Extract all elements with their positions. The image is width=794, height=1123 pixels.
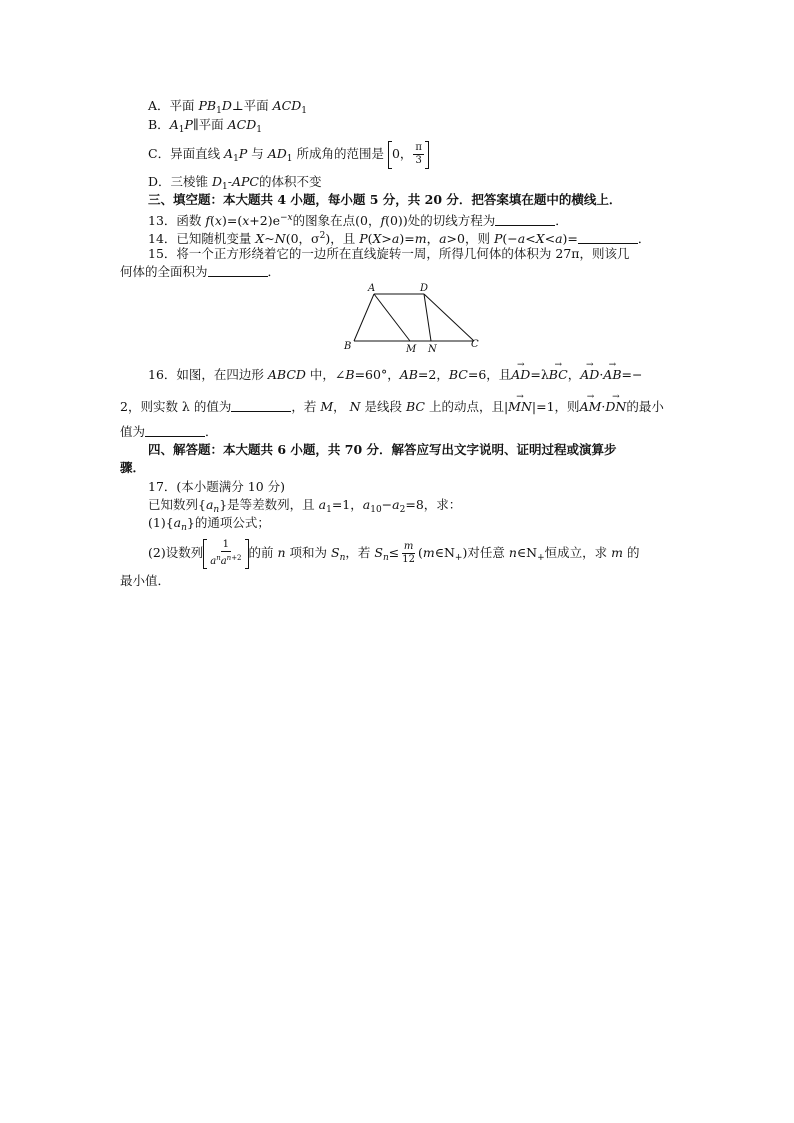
answer-blank	[495, 214, 555, 226]
q16-end: ．	[205, 424, 218, 439]
edge-ab	[354, 294, 374, 341]
section-4-heading-line-2: 骤．	[120, 460, 146, 475]
q17-part2-g: )对任意	[462, 545, 509, 560]
q16-text-b: 中，∠	[305, 367, 346, 382]
question-16-line-2: 2，则实数 λ 的值为 ，若 M， N 是线段 BC 上的动点，且|→ MN|=1，则→ AM·→ DN的最小	[120, 399, 664, 415]
trapezoid-figure	[338, 280, 488, 356]
question-17-part-1: $(1)\{a_n\}$的通项公式；	[148, 515, 270, 533]
q17-part2-a: (2)设数列	[148, 545, 204, 560]
q16-text-a: 16．如图，在四边形	[148, 367, 268, 382]
fraction-reciprocal	[208, 539, 243, 568]
q14-text-d: ，则	[464, 231, 494, 246]
q17-part2-d: ，若	[345, 545, 375, 560]
q14-text-c: ，	[426, 231, 440, 246]
q16-text-2d: 是线段	[360, 399, 406, 414]
q17-part2-h: ∈N	[516, 545, 538, 560]
option-a: A．平面 $PB_1D\perp$平面 $ACD_1$	[148, 98, 307, 116]
frac-den: 12	[402, 554, 415, 565]
question-17-title: 17．(本小题满分 10 分)	[148, 479, 286, 494]
q17-given-c: =1，	[331, 497, 363, 512]
q16-text-3: 值为	[120, 424, 146, 439]
option-b-prefix: B．	[148, 117, 170, 132]
label-n: N	[428, 344, 437, 355]
q15-end: ．	[267, 264, 281, 279]
frac-num: π	[415, 142, 422, 153]
q17-given-d: =8，求：	[405, 497, 462, 512]
question-17-last-line: 最小值．	[120, 573, 171, 588]
q17-part2-c: 项和为	[285, 545, 332, 560]
q17-part2-i: 恒成立，求	[544, 545, 612, 560]
q17-given-b: }是等差数列，且	[219, 497, 319, 512]
frac-den: 3	[415, 155, 422, 166]
q16-text-2a: 2，则实数 λ 的值为	[120, 399, 232, 414]
fraction-m-over-12	[400, 541, 417, 566]
interval-left: 0，	[391, 146, 413, 161]
question-17-given: 已知数列$\{a_n\}$是等差数列，且 $a_1=1$，$a_{10}-a_2=8$，求：	[148, 497, 462, 515]
q13-text-b: 的图象在点(0，	[292, 213, 381, 228]
option-c: C．异面直线 $A_1P$ 与 $AD_1$ 所成角的范围是 0， $\frac{\pi}{3}$	[148, 140, 429, 173]
section-3-heading: 三、填空题：本大题共 4 小题，每小题 5 分，共 20 分．把答案填在题中的横线上．	[148, 192, 622, 207]
q13-text-c: )处的切线方程为	[402, 213, 496, 228]
label-m: M	[406, 344, 417, 355]
label-b: B	[344, 341, 352, 352]
q15-line2-text: 何体的全面积为	[120, 264, 208, 279]
label-c: C	[471, 339, 479, 350]
question-16-line-3	[120, 424, 218, 440]
q16-text-c: =60°，	[354, 367, 400, 382]
q17-part1-a: (1){	[148, 515, 174, 530]
question-15-line-2	[120, 264, 280, 280]
label-d: D	[420, 283, 429, 294]
frac-num: m	[403, 541, 414, 552]
q16-text-2c: ，	[333, 399, 350, 414]
fraction-pi-over-3	[413, 142, 424, 167]
frac-den: $a^na^{n+2}$	[210, 554, 242, 567]
section-4-heading-line-1: 四、解答题：本大题共 6 小题，共 70 分．解答应写出文字说明、证明过程或演算步	[148, 442, 617, 457]
question-14: 14．已知随机变量 X~N(0，$\sigma^2$)，且 P(X>a)=m，a>0，则 P(−a<X<a)= ．	[148, 231, 651, 246]
q16-text-e: =6，且	[467, 367, 512, 382]
q16-text-2b: ，若	[291, 399, 321, 414]
question-17-part-2: (2)设数列 $\frac{1}{a^na^{n+2}}$ 的前 n 项和为 $S_n$，若 $S_n\le$ $\frac{m}{12}$ $(m\in N_+)$对任意 $n\in N_+$恒成立，求 m 的	[148, 539, 640, 567]
q16-text-2e: 上的动点，且|	[424, 399, 509, 414]
answer-blank	[231, 400, 291, 412]
q13-end: ．	[555, 213, 568, 228]
right-bracket-icon	[425, 141, 429, 169]
q16-text-g: =−	[621, 367, 643, 382]
option-b: B．$A_1P\parallel$平面 $ACD_1$	[148, 117, 262, 135]
q13-text-a: 13．函数	[148, 213, 206, 228]
option-c-prefix: C．异面直线	[148, 146, 225, 161]
option-d-rest: 的体积不变	[259, 174, 322, 189]
segment-dn	[424, 294, 431, 341]
option-c-rest: 所成角的范围是	[292, 146, 384, 161]
q17-part1-b: }的通项公式；	[186, 515, 270, 530]
q17-part2-f: ∈N	[434, 545, 455, 560]
q17-part2-b: 的前	[248, 545, 278, 560]
frac-num: 1	[222, 539, 230, 550]
option-c-mid: 与	[247, 146, 268, 161]
answer-blank	[145, 425, 205, 437]
option-d: D．三棱锥 $D_1$-APC的体积不变	[148, 174, 322, 192]
option-a-rest: ⊥平面	[231, 98, 273, 113]
q16-text-f: ，	[567, 367, 581, 382]
q17-given-a: 已知数列{	[148, 497, 206, 512]
q17-part2-j: 的	[622, 545, 640, 560]
left-brace-icon	[203, 539, 207, 569]
option-b-rest: ∥平面	[192, 117, 228, 132]
option-a-prefix: A．平面	[148, 98, 199, 113]
option-d-prefix: D．三棱锥	[148, 174, 212, 189]
q14-text-a: 14．已知随机变量	[148, 231, 256, 246]
label-a: A	[368, 283, 376, 294]
q16-text-d: =2，	[417, 367, 449, 382]
q14-text-b: ，且	[330, 231, 360, 246]
answer-blank	[578, 232, 638, 244]
question-13: 13．函数 $f(x)=(x+2)e^{-x}$的图象在点(0，f(0))处的切线方程为 ．	[148, 213, 568, 228]
q16-text-2f: |=1，则	[531, 399, 580, 414]
segment-am	[374, 294, 410, 341]
edge-dc	[424, 294, 474, 341]
q17-part2-e: (	[417, 545, 423, 560]
question-15-line-1: 15．将一个正方形绕着它的一边所在直线旋转一周，所得几何体的体积为 27π，则该几	[148, 246, 630, 261]
question-16-line-1: 16．如图，在四边形 ABCD 中，∠B=60°，AB=2，BC=6，且→ AD=λ→ BC，→ AD·→ AB=−	[148, 367, 642, 383]
answer-blank	[208, 265, 268, 277]
q14-end: ．	[637, 231, 651, 246]
q16-text-2g: 的最小	[626, 399, 664, 414]
